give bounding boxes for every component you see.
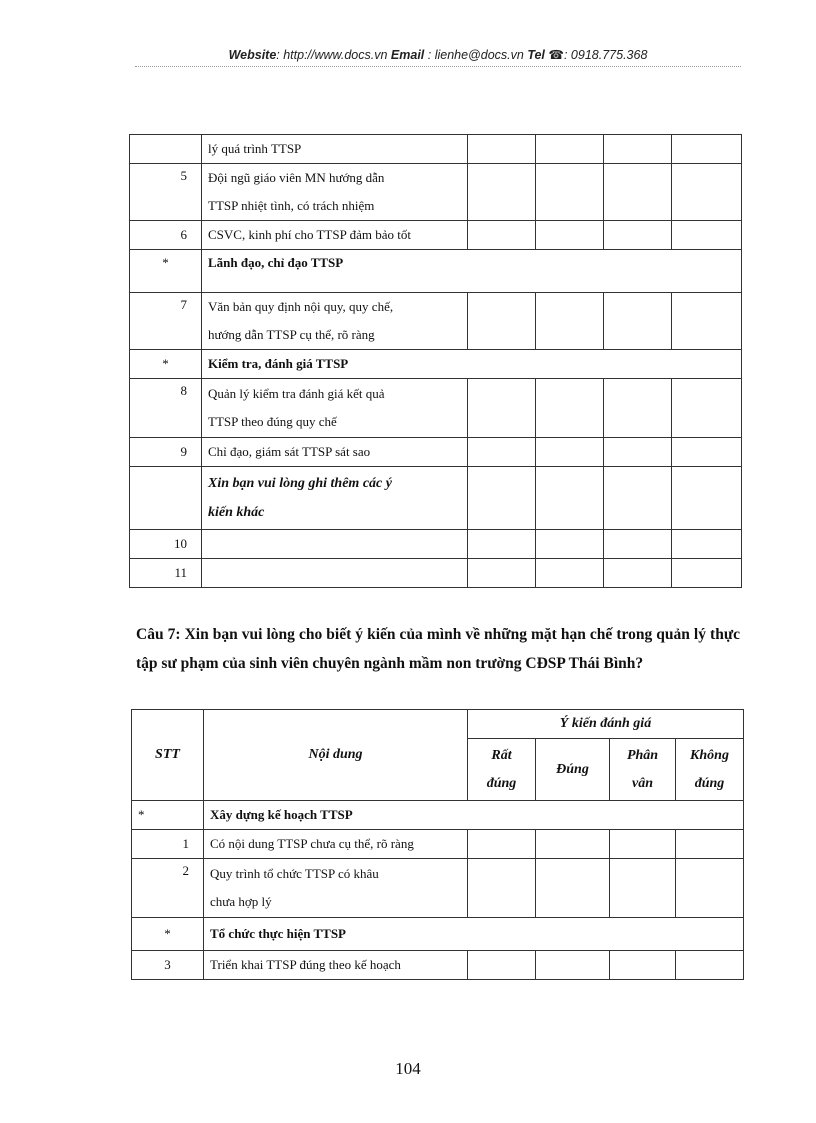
row-content-line: TTSP theo đúng quy chế [208, 414, 337, 429]
row-content-line: Đội ngũ giáo viên MN hướng dẫn [208, 170, 385, 185]
row-content [204, 859, 468, 918]
rating-cell[interactable] [468, 135, 536, 164]
rating-cell[interactable] [672, 293, 742, 350]
section-marker: * [132, 918, 204, 951]
row-content [202, 379, 468, 438]
prompt-line: kiến khác [208, 505, 265, 520]
table-row [130, 530, 742, 559]
rating-cell[interactable] [672, 221, 742, 250]
email-value: : lienhe@docs.vn [424, 48, 528, 62]
rating-cell[interactable] [672, 559, 742, 588]
section-marker: * [132, 801, 204, 830]
section-marker: * [130, 250, 202, 293]
header-undecided [610, 739, 676, 801]
table-row-section [132, 801, 744, 830]
header-line: đúng [694, 775, 725, 791]
rating-cell[interactable] [468, 951, 536, 980]
rating-cell[interactable] [604, 135, 672, 164]
rating-cell[interactable] [604, 438, 672, 467]
question-7: Câu 7: Xin bạn vui lòng cho biết ý kiến của mình về những mặt hạn chế trong quản lý thực tập sư phạm của sinh viên chuyên ngành mầm non trường CĐSP Thái Bình? [136, 626, 740, 672]
header-content: Nội dung [204, 710, 468, 801]
rating-cell[interactable] [604, 530, 672, 559]
header-line: vân [632, 775, 653, 791]
rating-cell[interactable] [610, 859, 676, 918]
row-content: lý quá trình TTSP [202, 135, 468, 164]
rating-cell[interactable] [536, 164, 604, 221]
row-number: 9 [130, 438, 202, 467]
rating-cell[interactable] [468, 221, 536, 250]
row-content[interactable] [202, 559, 468, 588]
section-title: Kiểm tra, đánh giá TTSP [202, 350, 742, 379]
prompt-line: Xin bạn vui lòng ghi thêm các ý [208, 476, 392, 491]
row-number: 11 [130, 559, 202, 588]
table-row [132, 951, 744, 980]
rating-cell[interactable] [536, 859, 610, 918]
rating-cell[interactable] [672, 438, 742, 467]
header-true: Đúng [536, 739, 610, 801]
rating-cell[interactable] [604, 467, 672, 530]
rating-cell[interactable] [672, 135, 742, 164]
row-number: 3 [132, 951, 204, 980]
row-number: 1 [132, 830, 204, 859]
section-title: Tổ chức thực hiện TTSP [204, 918, 744, 951]
table-row-other [130, 467, 742, 530]
row-number: 5 [130, 164, 202, 221]
row-content-line: Quản lý kiểm tra đánh giá kết quả [208, 386, 385, 401]
rating-cell[interactable] [468, 530, 536, 559]
rating-cell[interactable] [536, 135, 604, 164]
rating-cell[interactable] [468, 467, 536, 530]
rating-cell[interactable] [604, 293, 672, 350]
tel-label: Tel [527, 48, 545, 62]
row-content-line: chưa hợp lý [210, 894, 272, 909]
header-opinion: Ý kiến đánh giá [468, 710, 744, 739]
rating-cell[interactable] [468, 293, 536, 350]
website-label: Website [228, 48, 277, 62]
table-row [130, 559, 742, 588]
rating-cell[interactable] [676, 859, 744, 918]
rating-cell[interactable] [468, 164, 536, 221]
row-content [202, 293, 468, 350]
tel-value: : 0918.775.368 [563, 48, 648, 62]
rating-cell[interactable] [604, 559, 672, 588]
survey-table-continued [129, 134, 742, 588]
page-number: 104 [395, 1059, 421, 1078]
rating-cell[interactable] [536, 438, 604, 467]
row-content: CSVC, kinh phí cho TTSP đảm bảo tốt [202, 221, 468, 250]
rating-cell[interactable] [536, 221, 604, 250]
rating-cell[interactable] [536, 379, 604, 438]
rating-cell[interactable] [536, 530, 604, 559]
rating-cell[interactable] [672, 379, 742, 438]
row-number [130, 467, 202, 530]
rating-cell[interactable] [676, 830, 744, 859]
table-row [130, 379, 742, 438]
header-line: Rất [491, 747, 512, 763]
rating-cell[interactable] [604, 379, 672, 438]
email-label: Email [390, 48, 425, 62]
section-marker: * [130, 350, 202, 379]
header-not-true [676, 739, 744, 801]
rating-cell[interactable] [468, 830, 536, 859]
table-row [132, 830, 744, 859]
rating-cell[interactable] [676, 951, 744, 980]
row-number [130, 135, 202, 164]
page-header [135, 47, 741, 62]
row-content[interactable] [202, 530, 468, 559]
row-content [202, 164, 468, 221]
row-number: 6 [130, 221, 202, 250]
header-stt: STT [132, 710, 204, 801]
rating-cell[interactable] [610, 830, 676, 859]
table-row [130, 135, 742, 164]
header-divider [135, 66, 741, 67]
rating-cell[interactable] [468, 438, 536, 467]
table-row-section [130, 350, 742, 379]
row-content: Có nội dung TTSP chưa cụ thể, rõ ràng [204, 830, 468, 859]
row-content-line: Quy trình tổ chức TTSP có khâu [210, 866, 379, 881]
table-row [130, 164, 742, 221]
rating-cell[interactable] [536, 293, 604, 350]
row-content: Triển khai TTSP đúng theo kế hoạch [204, 951, 468, 980]
rating-cell[interactable] [610, 951, 676, 980]
rating-cell[interactable] [672, 467, 742, 530]
header-line: Phân [626, 747, 659, 763]
rating-cell[interactable] [536, 951, 610, 980]
row-number: 8 [130, 379, 202, 438]
rating-cell[interactable] [536, 467, 604, 530]
header-very-true [468, 739, 536, 801]
phone-icon: ☎ [548, 48, 564, 62]
row-content-line: TTSP nhiệt tình, có trách nhiệm [208, 198, 375, 213]
table-row [132, 859, 744, 918]
table-row [130, 438, 742, 467]
section-title: Xây dựng kế hoạch TTSP [204, 801, 744, 830]
rating-cell[interactable] [536, 830, 610, 859]
row-content-line: hướng dẫn TTSP cụ thể, rõ ràng [208, 327, 375, 342]
rating-cell[interactable] [536, 559, 604, 588]
rating-cell[interactable] [604, 164, 672, 221]
table-row [130, 221, 742, 250]
table-row-section [130, 250, 742, 293]
row-number: 2 [132, 859, 204, 918]
header-line: Không [690, 747, 729, 763]
rating-cell[interactable] [468, 859, 536, 918]
survey-table-question-7 [131, 709, 744, 980]
header-line: đúng [486, 775, 517, 791]
rating-cell[interactable] [604, 221, 672, 250]
rating-cell[interactable] [468, 379, 536, 438]
other-opinions-prompt [202, 467, 468, 530]
table-header-row [132, 710, 744, 739]
row-content: Chỉ đạo, giám sát TTSP sát sao [202, 438, 468, 467]
rating-cell[interactable] [468, 559, 536, 588]
row-number: 10 [130, 530, 202, 559]
section-title: Lãnh đạo, chỉ đạo TTSP [202, 250, 742, 293]
rating-cell[interactable] [672, 530, 742, 559]
website-value: : http://www.docs.vn [276, 48, 391, 62]
rating-cell[interactable] [672, 164, 742, 221]
table-row [130, 293, 742, 350]
table-row-section [132, 918, 744, 951]
row-content-line: Văn bản quy định nội quy, quy chế, [208, 299, 394, 314]
row-number: 7 [130, 293, 202, 350]
